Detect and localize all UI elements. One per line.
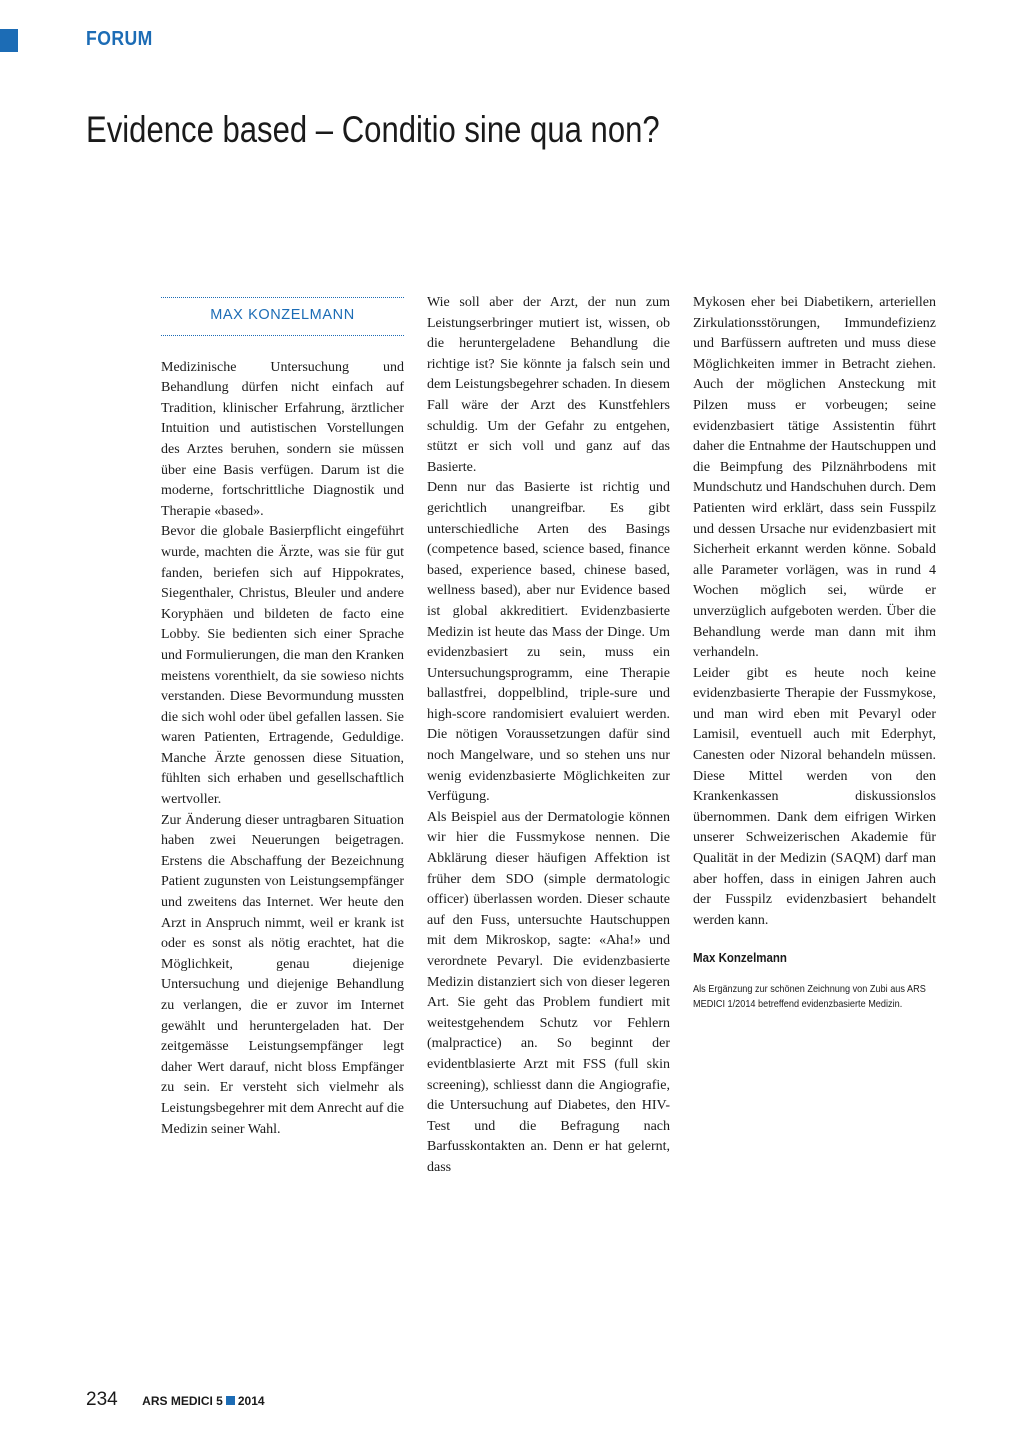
editorial-note: Als Ergänzung zur schönen Zeichnung von Zubi aus ARS MEDICI 1/2014 betreffend evidenzbasierte Medizin.	[693, 984, 926, 1010]
page-footer	[86, 1389, 265, 1411]
section-label: FORUM	[86, 28, 153, 50]
article-title: Evidence based – Conditio sine qua non?	[86, 109, 660, 150]
text-column-1	[161, 293, 404, 1140]
journal-name: ARS MEDICI 5	[142, 1394, 223, 1408]
paragraph: Zur Änderung dieser untragbaren Situation haben zwei Neuerungen beigetragen. Erstens die Abschaffung der Bezeichnung Patient zugunsten von Leistungsempfänger und zweitens das Internet. Wer heute den Arzt in Anspruch nimmt, weil er krank ist oder es sonst als nötig erachtet, hat die Möglichkeit, genau diejenige Untersuchung und diejenige Behandlung zu verlangen, die er zuvor im Internet gewählt und heruntergeladen hat. Der zeitgemässe Leistungsempfänger legt daher Wert darauf, nicht bloss Empfänger zu sein. Er versteht sich vielmehr als Leistungsbegehrer mit dem Anrecht auf die Medizin seiner Wahl.	[161, 812, 404, 1137]
paragraph: Medizinische Untersuchung und Behandlung dürfen nicht einfach auf Tradition, klinischer Erfahrung, ärztlicher Intuition und autistischen Vorstellungen des Arztes beruhen, sondern sie müssen über eine Basis verfügen. Darum ist die moderne, fortschrittliche Diagnostik und Therapie «based».	[161, 359, 404, 519]
author-name: MAX KONZELMANN	[210, 307, 355, 323]
paragraph: Wie soll aber der Arzt, der nun zum Leistungserbringer mutiert ist, wissen, ob die heruntergeladene Behandlung die richtige ist? Sie könnte ja falsch sein und dem Leistungsbegehrer schaden. In diesem Fall wäre der Arzt des Kunstfehlers schuldig. Um der Gefahr zu entgehen, stützt er sich voll und ganz auf das Basierte.	[427, 295, 670, 475]
section-marker	[0, 29, 18, 52]
author-block	[161, 297, 404, 336]
paragraph: Leider gibt es heute noch keine evidenzbasierte Therapie der Fussmykose, und man wird eben mit Pevaryl oder Lamisil, eventuell auch mit Ederphyt, Canesten oder Nizoral behandeln müssen. Diese Mittel werden von den Krankenkassen diskussionslos übernommen. Dank dem eifrigen Wirken unserer Schweizerischen Akademie für Qualität in der Medizin (SAQM) darf man aber hoffen, dass in einigen Jahren auch der Fusspilz evidenzbasiert behandelt werden kann.	[693, 665, 936, 928]
paragraph: Bevor die globale Basierpflicht eingeführt wurde, machten die Ärzte, was sie für gut fanden, beriefen sich auf Hippokrates, Siegenthaler, Christus, Bleuler und andere Koryphäen und bildeten de facto eine Lobby. Sie bedienten sich einer Sprache und Formulierungen, die man den Kranken meistens vorenthielt, da sie sowieso nichts verstanden. Diese Bevormundung mussten die sich wohl oder übel gefallen lassen. Sie waren Patienten, Ertragende, Geduldige. Manche Ärzte genossen diese Situation, fühlten sich erhaben und gesellschaftlich wertvoller.	[161, 524, 404, 808]
issue-year: 2014	[237, 1394, 265, 1408]
page-number: 234	[86, 1389, 118, 1410]
issue-separator-square	[226, 1396, 235, 1405]
paragraph: Als Beispiel aus der Dermatologie können wir hier die Fussmykose nennen. Die Abklärung dieser häufigen Affektion ist früher dem SDO (simple dermatologic officer) überlassen worden. Dieser schaute auf den Fuss, untersuchte Hautschuppen mit dem Mikroskop, sagte: «Aha!» und verordnete Pevaryl. Die evidenzbasierte Medizin distanziert sich von dieser legeren Art. Sie geht das Problem fundiert mit weitestgehendem Schutz vor Fehlern (malpractice) an. So beginnt der evidentblasierte Arzt mit FSS (full skin screening), schliesst dann die Angiografie, die Untersuchung auf Diabetes, den HIV-Test und die Befragung nach Barfusskontakten an. Denn er hat gelernt, dass	[427, 809, 670, 1175]
text-column-3	[693, 293, 936, 1012]
paragraph: Denn nur das Basierte ist richtig und gerichtlich unangreifbar. Es gibt unterschiedliche Arten des Basings (competence based, science based, finance based, experience based, chinese based, wellness based), aber nur Evidence based ist global akkreditiert. Evidenzbasierte Medizin ist heute das Mass der Dinge. Um evidenzbasiert zu sein, muss ein Untersuchungsprogramm, eine Therapie ballastfrei, doppelblind, triple-sure und high-score randomisiert evaluiert werden. Die nötigen Voraussetzungen dafür sind noch Mangelware, und so stehen uns nur wenig evidenzbasierte Möglichkeiten zur Verfügung.	[427, 480, 670, 805]
text-column-2	[427, 293, 670, 1179]
paragraph: Mykosen eher bei Diabetikern, arteriellen Zirkulationsstörungen, Immundefizienz und Barfüssern auftreten und muss diese Möglichkeiten immer in Betracht ziehen. Auch der möglichen Ansteckung mit Pilzen muss er vorbeugen; seine evidenzbasiert tätige Assistentin führt daher die Entnahme der Hautschuppen und die Beimpfung des Pilznährbodens mit Mundschutz und Handschuhen durch. Dem Patienten wird erklärt, dass sein Fusspilz und dessen Ursache nur evidenzbasiert mit Sicherheit erkannt werden könne. Sobald alle Parameter vorlägen, was in rund 4 Wochen möglich sei, würde er unverzüglich aufgeboten werden. Über die Behandlung werde man dann mit ihm verhandeln.	[693, 295, 937, 661]
author-signature: Max Konzelmann	[693, 951, 787, 966]
issue-label	[142, 1394, 264, 1408]
